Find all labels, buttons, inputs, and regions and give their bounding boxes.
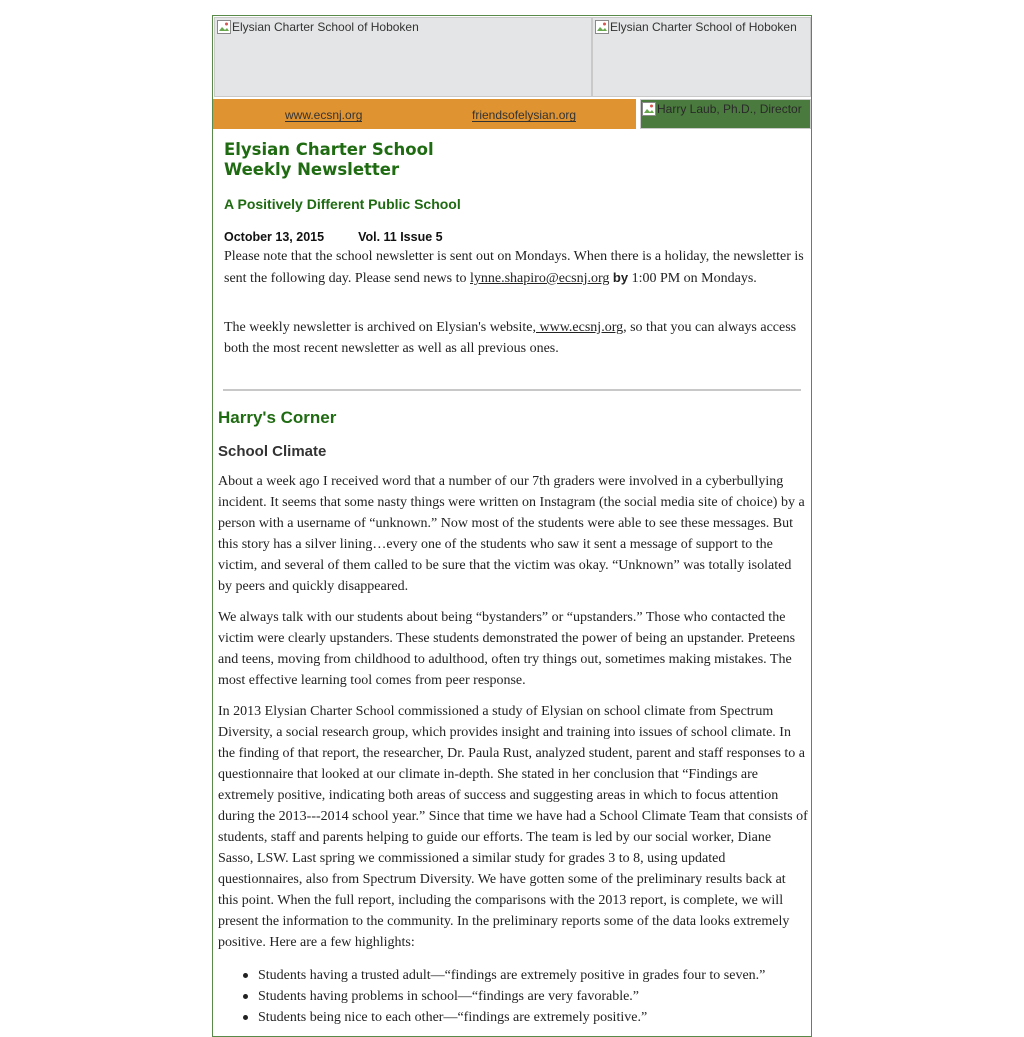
broken-image-icon [217, 20, 231, 34]
director-photo-alt: Harry Laub, Ph.D., Director [657, 102, 802, 116]
header-logo-image [592, 17, 811, 97]
intro-text: Please note that the school newsletter is sent out on Mondays. When there is a holiday, the newsletter is sent the following day. Please send news to [224, 249, 804, 286]
section-divider [223, 389, 801, 391]
news-email-link[interactable]: lynne.shapiro@ecsnj.org [470, 271, 610, 286]
tagline: A Positively Different Public School [224, 196, 461, 212]
link-bar [213, 99, 636, 129]
dateline [224, 230, 443, 244]
intro-paragraph-archive [224, 317, 809, 359]
friends-website-link[interactable]: friendsofelysian.org [472, 108, 577, 122]
archive-text-end: , so that you can always access both the most recent newsletter as well as all previous ones. [224, 320, 797, 356]
list-item: Students being nice to each other—“findings are extremely positive.” [258, 1007, 812, 1028]
archive-text: The weekly newsletter is archived on Elysian's website, [224, 320, 536, 335]
issue-date: October 13, 2015 [224, 230, 325, 244]
broken-image-icon [595, 20, 609, 34]
header-banner-alt: Elysian Charter School of Hoboken [232, 20, 419, 34]
header-banner-image [214, 17, 592, 97]
header-logo-alt: Elysian Charter School of Hoboken [610, 20, 797, 34]
title-line-2: Weekly Newsletter [224, 160, 400, 179]
issue-volume: Vol. 11 Issue 5 [358, 230, 443, 244]
body-paragraph: In 2013 Elysian Charter School commissioned a study of Elysian on school climate from Spectrum Diversity, a social research group, which provides insight and training into issues of school climate. In the finding of that report, the researcher, Dr. Paula Rust, analyzed student, parent and staff responses to a questionnaire that looked at our climate in-depth. She stated in her conclusion that “Findings are extremely positive, indicating both areas of success and suggesting areas in which to focus attention during the 2013---2014 school year.” Since that time we have had a School Climate Team that consists of students, staff and parents helping to guide our efforts. The team is led by our social worker, Diane Sasso, LSW. Last spring we commissioned a similar study for grades 3 to 8, using updated questionnaires, also from Spectrum Diversity. We have gotten some of the preliminary results back at this point. When the full report, including the comparisons with the 2013 report, is complete, we will present the information to the community. In the preliminary reports some of the data looks extremely positive. Here are a few highlights: [218, 704, 808, 950]
highlights-list [218, 965, 812, 1028]
intro-paragraph-schedule [224, 246, 809, 289]
newsletter-page [212, 15, 812, 1037]
list-item: Students having a trusted adult—“findings are extremely positive in grades four to seven.” [258, 965, 812, 986]
list-item: Students having problems in school—“findings are very favorable.” [258, 986, 812, 1007]
body-paragraph: We always talk with our students about being “bystanders” or “upstanders.” Those who contacted the victim were clearly upstanders. These students demonstrated the power of being an upstander. Preteens and teens, moving from childhood to adulthood, often try things out, sometimes making mistakes. The most effective learning tool comes from peer response. [218, 610, 796, 688]
title-line-1: Elysian Charter School [224, 140, 434, 159]
broken-image-icon [642, 102, 656, 116]
section-title: Harry's Corner [218, 408, 337, 427]
director-photo [640, 99, 811, 129]
section-subtitle: School Climate [218, 443, 327, 460]
body-paragraph: About a week ago I received word that a number of our 7th graders were involved in a cyberbullying incident. It seems that some nasty things were written on Instagram (the social media site of choice) by a person with a username of “unknown.” Now most of the students were able to see these messages. But this story has a silver lining…every one of the students who saw it sent a message of support to the victim, and several of them called to be sure that the victim was okay. “Unknown” was totally isolated by peers and quickly disappeared. [218, 474, 805, 594]
by-label: by [612, 270, 629, 285]
school-website-link[interactable]: www.ecsnj.org [285, 108, 363, 122]
newsletter-title [224, 140, 434, 180]
intro-deadline: 1:00 PM on Mondays. [628, 271, 757, 286]
archive-website-link[interactable]: www.ecsnj.org [536, 320, 624, 335]
